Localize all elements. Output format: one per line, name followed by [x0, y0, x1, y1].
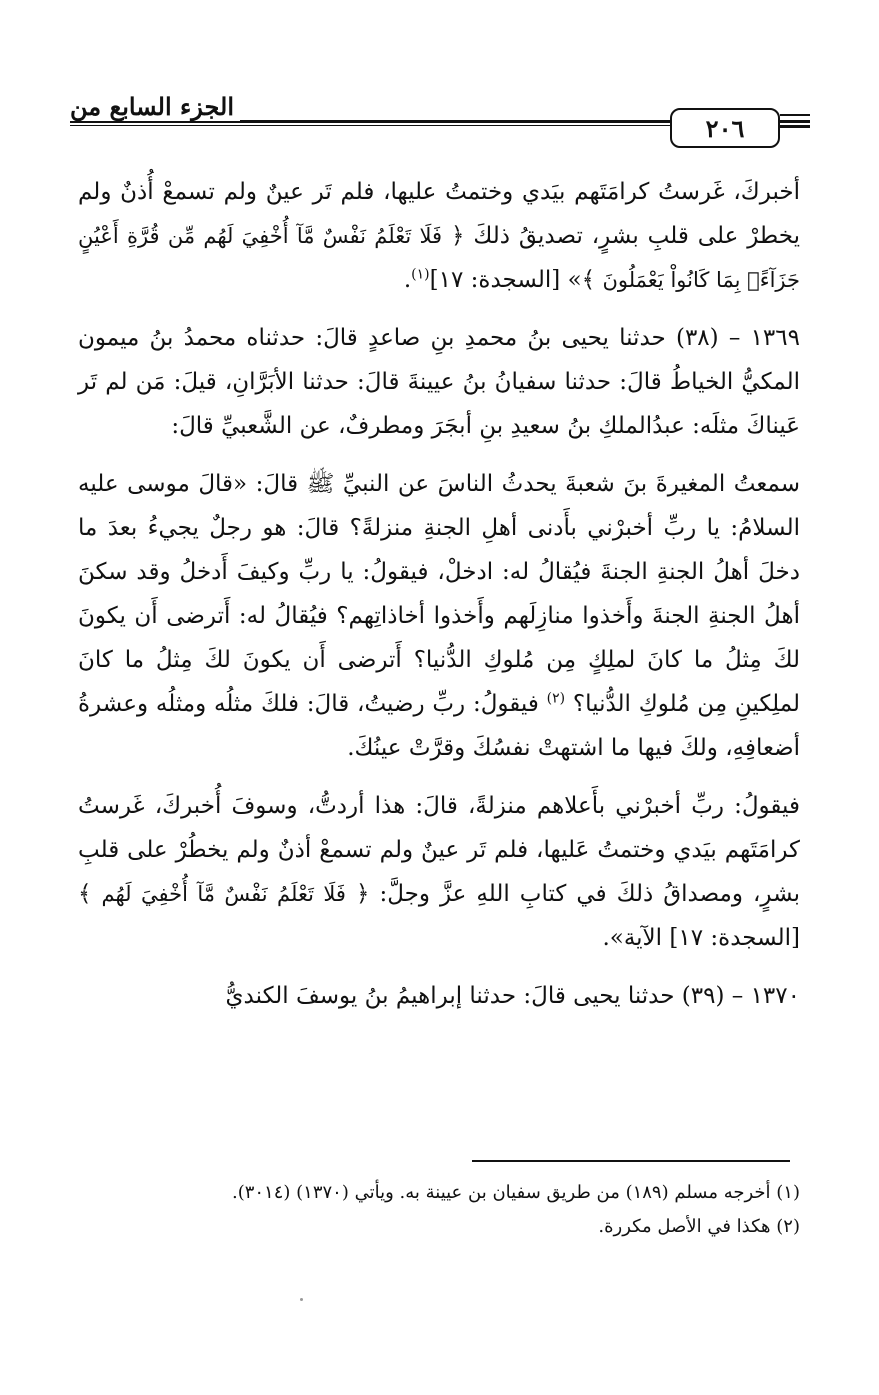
- footnote-ref-2[interactable]: (٢): [546, 690, 566, 707]
- footnote-2: (٢) هكذا في الأصل مكررة.: [598, 1216, 800, 1237]
- paragraph-5: ١٣٧٠ – (٣٩) حدثنا يحيى قالَ: حدثنا إبراهيمُ بنُ يوسفَ الكنديُّ: [225, 983, 800, 1009]
- running-title: الجزء السابع من: [70, 92, 240, 121]
- paragraph-1: [78, 170, 800, 302]
- footnote-separator: [472, 1160, 790, 1162]
- page-number: ٢٠٦: [670, 108, 780, 148]
- main-text: [78, 170, 800, 1032]
- paragraph-3-continuation: فيقولُ: ربِّ رضيتُ، قالَ: فلكَ مثلُه ومثلُه وعشرةُ أضعافِهِ، ولكَ فيها ما اشتهتْ نفسُكَ وقرَّتْ عينُكَ.: [78, 691, 800, 761]
- quran-quote: فَلَا تَعْلَمُ نَفْسٌ مَّآ أُخْفِيَ لَهُم مِّن قُرَّةِ أَعْيُنٍ جَزَآءًۢ بِمَا كَانُواْ يَعْمَلُونَ: [78, 224, 800, 292]
- paragraph-1-citation: ﴾» [السجدة: ١٧]: [429, 267, 596, 293]
- quran-quote-2: فَلَا تَعْلَمُ نَفْسٌ مَّآ أُخْفِيَ لَهُم: [101, 882, 346, 906]
- paragraph-3: [78, 462, 800, 770]
- paragraph-3-text: سمعتُ المغيرةَ بنَ شعبةَ يحدثُ الناسَ عن النبيِّ ﷺ قالَ: «قالَ موسى عليه السلامُ: يا ربِّ أخبرْني بأَدنى أهلِ الجنةِ منزلةً؟ قالَ: هو رجلٌ يجيءُ بعدَ ما دخلَ أهلُ الجنةِ الجنةَ فيُقالُ له: ادخلْ، فيقولُ: يا ربِّ وكيفَ أَدخلُ وقد سكنَ أهلُ الجنةِ الجنةَ وأَخذوا منازِلَهم وأَخذوا أخاذاتِهم؟ فيُقالُ له: أَترضى أَن يكونَ لكَ مِثلُ ما كانَ لملِكٍ مِن مُلوكِ الدُّنيا؟ أَترضى أَن يكونَ لكَ مِثلُ ما كانَ لملِكينِ مِن مُلوكِ الدُّنيا؟: [78, 471, 800, 717]
- paragraph-4-citation: ﴾ [السجدة: ١٧] الآية».: [78, 881, 800, 951]
- footnote-1: (١) أخرجه مسلم (١٨٩) من طريق سفيان بن عيينة به. ويأتي (١٣٧٠) (٣٠١٤).: [231, 1182, 800, 1203]
- scan-speck: [300, 1298, 303, 1301]
- paragraph-1-text: أخبركَ، غَرستُ كرامَتَهم بيَدي وختمتُ عليها، فلم تَر عينٌ ولم تسمعْ أُذنٌ ولم يخطرْ على قلبِ بشرٍ، تصديقُ ذلكَ ﴿: [78, 179, 800, 249]
- paragraph-4-text: فيقولُ: ربِّ أخبرْني بأَعلاهم منزلةً، قالَ: هذا أردتُّ، وسوفَ أُخبركَ، غَرستُ كرامَتَهم بيَدي وختمتُ عَليها، فلم تَر عينٌ ولم تسمعْ أذنٌ ولم يخطُرْ على قلبِ بشرٍ، ومصداقُ ذلكَ في كتابِ اللهِ عزَّ وجلَّ: ﴿: [78, 793, 801, 907]
- footnotes: [78, 1176, 800, 1244]
- footnote-ref-1[interactable]: (١): [411, 266, 430, 283]
- paragraph-1-end: .: [403, 267, 412, 293]
- paragraph-4: [78, 784, 800, 960]
- paragraph-2: ١٣٦٩ – (٣٨) حدثنا يحيى بنُ محمدِ بنِ صاعدٍ قالَ: حدثناه محمدُ بنُ ميمون المكيُّ الخياطُ قالَ: حدثنا سفيانُ بنُ عيينةَ قالَ: حدثنا الأبَرَّانِ، قيلَ: مَن لم تَر عَيناكَ مثلَه: عبدُالملكِ بنُ سعيدِ بنِ أبجَرَ ومطرفٌ، عن الشَّعبيِّ قالَ:: [78, 325, 800, 439]
- page-header: [70, 92, 810, 152]
- page-number-ornament: [780, 114, 810, 128]
